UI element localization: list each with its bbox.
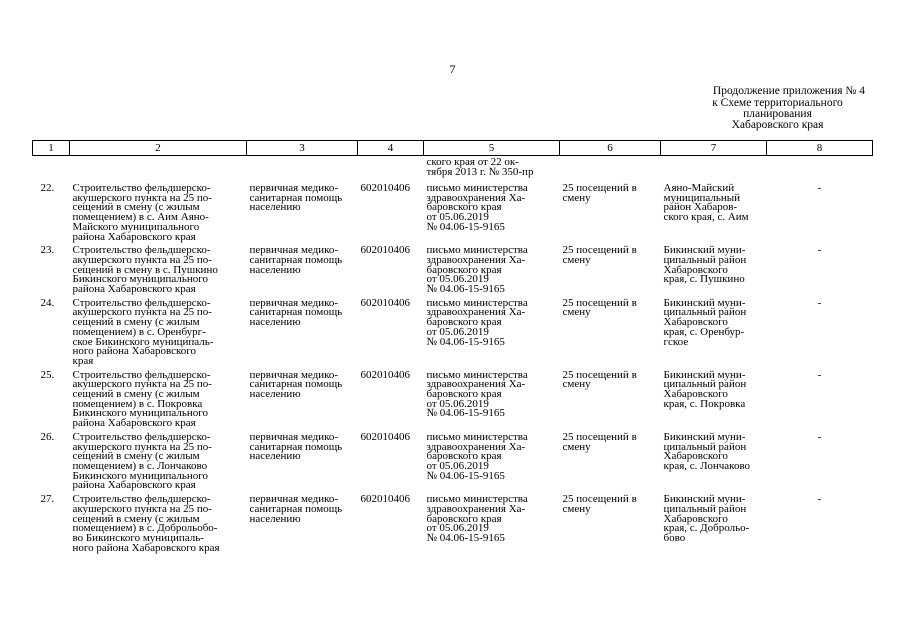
cell-line: помещением) в с. Оренбург-: [72, 325, 206, 338]
header-cell: 5: [424, 141, 560, 156]
header-cell: 6: [560, 141, 661, 156]
column-8-cell: -: [817, 493, 822, 506]
appendix-line: Хабаровского края: [731, 119, 824, 131]
column-8-cell: -: [817, 244, 822, 257]
cell-line: баровского края: [426, 316, 502, 329]
cell-line: 25 посещений в: [562, 244, 637, 257]
cell-line: ципальный район: [663, 253, 747, 266]
cell-line: баровского края: [426, 388, 502, 401]
cell-line: 25 посещений в: [562, 493, 637, 506]
cell-line: края, с. Доброльо-: [663, 522, 750, 535]
object-type-cell: [247, 295, 358, 367]
cell-line: ного района Хабаровского: [72, 345, 197, 358]
cell-line: первичная медико-: [249, 182, 339, 194]
cell-line: населению: [249, 388, 301, 401]
object-type-cell: [247, 367, 358, 429]
basis-document-cell: [424, 242, 560, 295]
cell-line: во Бикинского муниципаль-: [72, 531, 204, 544]
appendix-line: планирования: [743, 108, 812, 120]
cell-line: гское: [663, 335, 689, 348]
cell-line: акушерского пункта на 25 по-: [72, 378, 212, 391]
cell-line: ципальный район: [663, 440, 747, 453]
cell-line: первичная медико-: [249, 368, 339, 381]
cell-line: района Хабаровского края: [72, 230, 196, 243]
cell-line: Строительство фельдшерско-: [72, 182, 211, 194]
cell-line: ципальный район: [663, 378, 747, 391]
capacity-cell: [560, 295, 661, 367]
object-name-cell: [70, 491, 247, 553]
cell-line: Строительство фельдшерско-: [72, 244, 211, 257]
capacity-cell: [560, 491, 661, 553]
cell-line: здравоохранения Ха-: [426, 191, 526, 204]
location-cell: [661, 180, 767, 242]
cell-line: баровского края: [426, 201, 502, 214]
cell-line: помещением) в с. Лончаково: [72, 459, 208, 472]
cell-line: письмо министерства: [426, 182, 528, 194]
cell-line: санитарная помощь: [249, 191, 343, 204]
location-cell: [661, 242, 767, 295]
cell-line: смену: [562, 191, 591, 204]
cell-line: № 04.06-15-9165: [426, 283, 505, 296]
cell-line: письмо министерства: [426, 368, 528, 381]
capacity-cell: [560, 367, 661, 429]
cell-line: санитарная помощь: [249, 306, 343, 319]
cell-line: муниципальный: [663, 191, 741, 204]
cell-line: первичная медико-: [249, 493, 339, 506]
cell-line: ципальный район: [663, 502, 747, 515]
header-cell: 1: [33, 141, 70, 156]
cell-line: Хабаровского: [663, 450, 728, 463]
row-number-cell: 25.: [40, 368, 55, 381]
object-type-cell: [247, 180, 358, 242]
cell-line: сещений в смену (с жилым: [72, 388, 200, 401]
appendix-caption: [690, 86, 865, 131]
continuation-cell: [424, 156, 560, 181]
objects-table: [32, 140, 873, 553]
object-code-cell: 602010406: [360, 296, 410, 309]
cell-line: района Хабаровского края: [72, 283, 196, 296]
cell-line: ского края от 22 ок-: [426, 156, 519, 168]
cell-line: населению: [249, 316, 301, 329]
cell-line: Строительство фельдшерско-: [72, 368, 211, 381]
object-code-cell: 602010406: [360, 182, 410, 194]
cell-line: смену: [562, 502, 591, 515]
cell-line: № 04.06-15-9165: [426, 335, 505, 348]
cell-line: баровского края: [426, 263, 502, 276]
table-row: [33, 242, 873, 295]
capacity-cell: [560, 242, 661, 295]
column-8-cell: -: [817, 182, 822, 194]
cell-line: смену: [562, 378, 591, 391]
capacity-cell: [560, 180, 661, 242]
cell-line: Бикинский муни-: [663, 296, 746, 309]
cell-line: Строительство фельдшерско-: [72, 430, 211, 443]
object-name-cell: [70, 180, 247, 242]
cell-line: сещений в смену (с жилым: [72, 512, 200, 525]
object-code-cell: 602010406: [360, 430, 410, 443]
table-row: [33, 180, 873, 242]
table-row: [33, 491, 873, 553]
cell-line: № 04.06-15-9165: [426, 407, 505, 420]
cell-line: акушерского пункта на 25 по-: [72, 306, 212, 319]
row-number-cell: 27.: [40, 493, 55, 506]
cell-line: помещением) в с. Доброльобо-: [72, 522, 218, 535]
cell-line: санитарная помощь: [249, 440, 343, 453]
cell-line: края, с. Покровка: [663, 397, 746, 410]
cell-line: края, с. Пушкино: [663, 273, 745, 286]
column-8-cell: -: [817, 368, 822, 381]
cell-line: письмо министерства: [426, 296, 528, 309]
table-row: [33, 295, 873, 367]
basis-document-cell: [424, 180, 560, 242]
cell-line: санитарная помощь: [249, 378, 343, 391]
cell-line: от 05.06.2019: [426, 459, 489, 472]
cell-line: Бикинский муни-: [663, 244, 746, 257]
table-row: [33, 429, 873, 491]
cell-line: № 04.06-15-9165: [426, 531, 505, 544]
cell-line: 25 посещений в: [562, 430, 637, 443]
basis-document-cell: [424, 295, 560, 367]
cell-line: Бикинского муниципального: [72, 407, 208, 420]
cell-line: Строительство фельдшерско-: [72, 296, 211, 309]
appendix-line: Продолжение приложения № 4: [712, 85, 865, 97]
cell-line: района Хабаровского края: [72, 417, 196, 430]
cell-line: баровского края: [426, 512, 502, 525]
object-name-cell: [70, 295, 247, 367]
appendix-line: к Схеме территориального: [712, 97, 843, 109]
object-type-cell: [247, 242, 358, 295]
cell-line: 25 посещений в: [562, 182, 637, 194]
row-number-cell: 26.: [40, 430, 55, 443]
object-name-cell: [70, 429, 247, 491]
cell-line: здравоохранения Ха-: [426, 306, 526, 319]
cell-line: Хабаровского: [663, 388, 728, 401]
basis-document-cell: [424, 367, 560, 429]
cell-line: сещений в смену (с жилым: [72, 201, 200, 214]
cell-line: санитарная помощь: [249, 253, 343, 266]
cell-line: смену: [562, 440, 591, 453]
cell-line: письмо министерства: [426, 493, 528, 506]
cell-line: края, с. Оренбур-: [663, 325, 745, 338]
object-code-cell: 602010406: [360, 493, 410, 506]
cell-line: смену: [562, 253, 591, 266]
header-cell: 4: [358, 141, 424, 156]
cell-line: помещением) в с. Покровка: [72, 397, 203, 410]
header-cell: 3: [247, 141, 358, 156]
cell-line: ного района Хабаровского края: [72, 541, 220, 554]
cell-line: населению: [249, 450, 301, 463]
cell-line: от 05.06.2019: [426, 397, 489, 410]
cell-line: Бикинский муни-: [663, 430, 746, 443]
cell-line: ского края, с. Аим: [663, 211, 749, 224]
cell-line: Аяно-Майский: [663, 182, 735, 194]
cell-line: Бикинского муниципального: [72, 273, 208, 286]
location-cell: [661, 491, 767, 553]
cell-line: здравоохранения Ха-: [426, 440, 526, 453]
cell-line: населению: [249, 263, 301, 276]
cell-line: акушерского пункта на 25 по-: [72, 502, 212, 515]
cell-line: здравоохранения Ха-: [426, 253, 526, 266]
cell-line: 25 посещений в: [562, 296, 637, 309]
object-type-cell: [247, 429, 358, 491]
basis-document-cell: [424, 491, 560, 553]
cell-line: Бикинский муни-: [663, 493, 746, 506]
column-8-cell: -: [817, 430, 822, 443]
cell-line: акушерского пункта на 25 по-: [72, 440, 212, 453]
page-number: 7: [449, 62, 456, 76]
cell-line: санитарная помощь: [249, 502, 343, 515]
cell-line: письмо министерства: [426, 430, 528, 443]
cell-line: Бикинский муни-: [663, 368, 746, 381]
header-row: [33, 141, 873, 156]
cell-line: края, с. Лончаково: [663, 459, 751, 472]
cell-line: от 05.06.2019: [426, 325, 489, 338]
cell-line: первичная медико-: [249, 296, 339, 309]
basis-document-cell: [424, 429, 560, 491]
object-name-cell: [70, 367, 247, 429]
cell-line: сещений в смену (с жилым: [72, 316, 200, 329]
cell-line: тября 2013 г. № 350-пр: [426, 165, 534, 178]
cell-line: района Хабаровского края: [72, 479, 196, 492]
row-number-cell: 22.: [40, 182, 55, 194]
cell-line: Хабаровского: [663, 316, 728, 329]
capacity-cell: [560, 429, 661, 491]
cell-line: район Хабаров-: [663, 201, 738, 214]
cell-line: Хабаровского: [663, 512, 728, 525]
cell-line: сещений в смену (с жилым: [72, 450, 200, 463]
cell-line: здравоохранения Ха-: [426, 378, 526, 391]
cell-line: первичная медико-: [249, 244, 339, 257]
object-name-cell: [70, 242, 247, 295]
cell-line: края: [72, 354, 94, 367]
cell-line: ское Бикинского муниципаль-: [72, 335, 214, 348]
continuation-row: [33, 156, 873, 181]
cell-line: 25 посещений в: [562, 368, 637, 381]
cell-line: населению: [249, 201, 301, 214]
cell-line: Майского муниципального: [72, 220, 200, 233]
cell-line: акушерского пункта на 25 по-: [72, 253, 212, 266]
location-cell: [661, 367, 767, 429]
cell-line: здравоохранения Ха-: [426, 502, 526, 515]
cell-line: от 05.06.2019: [426, 522, 489, 535]
cell-line: Строительство фельдшерско-: [72, 493, 211, 506]
header-cell: 2: [70, 141, 247, 156]
cell-line: № 04.06-15-9165: [426, 220, 505, 233]
location-cell: [661, 295, 767, 367]
cell-line: баровского края: [426, 450, 502, 463]
column-8-cell: -: [817, 296, 822, 309]
cell-line: письмо министерства: [426, 244, 528, 257]
cell-line: смену: [562, 306, 591, 319]
cell-line: от 05.06.2019: [426, 273, 489, 286]
cell-line: ципальный район: [663, 306, 747, 319]
cell-line: сещений в смену в с. Пушкино: [72, 263, 218, 276]
cell-line: № 04.06-15-9165: [426, 469, 505, 482]
location-cell: [661, 429, 767, 491]
cell-line: населению: [249, 512, 301, 525]
cell-line: бово: [663, 531, 686, 544]
table-row: [33, 367, 873, 429]
row-number-cell: 24.: [40, 296, 55, 309]
cell-line: Бикинского муниципального: [72, 469, 208, 482]
cell-line: от 05.06.2019: [426, 211, 489, 224]
cell-line: первичная медико-: [249, 430, 339, 443]
cell-line: акушерского пункта на 25 по-: [72, 191, 212, 204]
cell-line: Хабаровского: [663, 263, 728, 276]
header-cell: 8: [767, 141, 873, 156]
header-cell: 7: [661, 141, 767, 156]
row-number-cell: 23.: [40, 244, 55, 257]
object-code-cell: 602010406: [360, 368, 410, 381]
object-code-cell: 602010406: [360, 244, 410, 257]
cell-line: помещением) в с. Аим Аяно-: [72, 211, 209, 224]
object-type-cell: [247, 491, 358, 553]
